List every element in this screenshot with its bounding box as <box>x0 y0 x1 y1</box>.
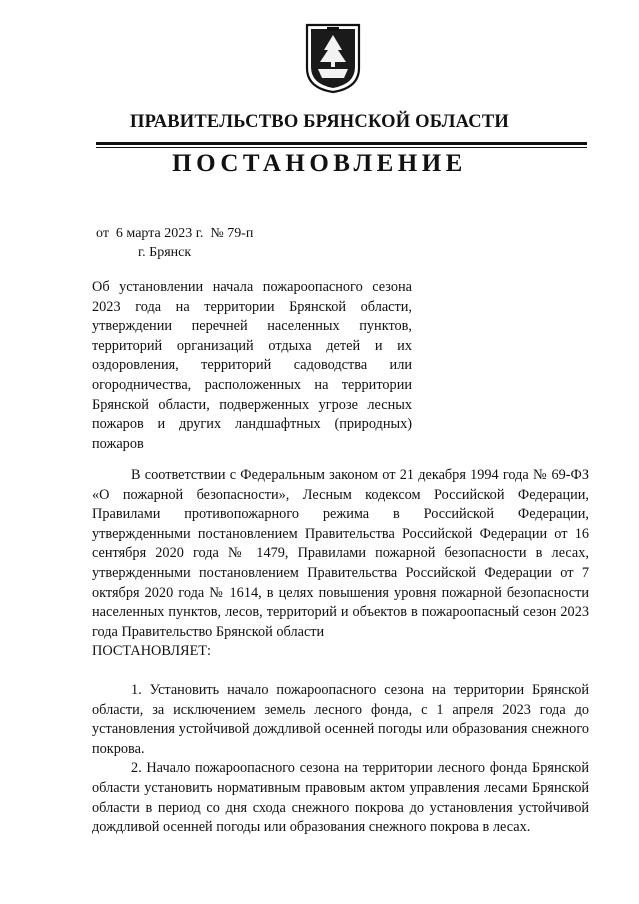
document-type-title: ПОСТАНОВЛЕНИЕ <box>172 150 467 177</box>
document-subject: Об установлении начала пожароопасного сезона 2023 года на территории Брянской области, утверждении перечней населенных пунктов, территорий организаций отдыха детей и их оздоровления, территорий садоводства или огородничества, расположенных на территории Брянской области, подверженных угрозе лесных пожаров и других ландшафтных (природных) пожаров <box>92 279 412 452</box>
coat-of-arms-emblem <box>304 22 362 94</box>
header-rule-thin <box>96 147 587 148</box>
preamble-paragraph: В соответствии с Федеральным законом от 21 декабря 1994 года № 69-ФЗ «О пожарной безопасности», Лесным кодексом Российской Федерации, Правилами противопожарного режима в Российской Федерации, утвержденными постановлением Правительства Российской Федерации от 16 сентября 2020 года № 1479, Правилами пожарной безопасности в лесах, утвержденными постановлением Правительства Российской Федерации от 7 октября 2020 года № 1614, в целях повышения уровня пожарной безопасности населенных пунктов, лесов, территорий и объектов в пожароопасный сезон 2023 года Правительство Брянской области <box>92 467 589 640</box>
date-number-line: от 6 марта 2023 г. № 79-п <box>96 226 254 241</box>
decree-word: ПОСТАНОВЛЯЕТ: <box>92 643 212 660</box>
header-rule-thick <box>96 142 587 145</box>
coat-of-arms-icon <box>304 22 362 94</box>
item-paragraph-2: 2. Начало пожароопасного сезона на территории лесного фонда Брянской области установить нормативным правовым актом управления лесами Брянской области в период со дня схода снежного покрова до установления устойчивой дождливой осенней погоды или образования снежного покрова в лесах. <box>92 760 589 836</box>
document-meta <box>96 224 253 262</box>
item-paragraph-1: 1. Установить начало пожароопасного сезона на территории Брянской области, за исключением земель лесного фонда, с 1 апреля 2023 года до установления устойчивой дождливой осенней погоды или образования снежного покрова. <box>92 681 589 757</box>
city-line: г. Брянск <box>138 245 192 260</box>
government-name: ПРАВИТЕЛЬСТВО БРЯНСКОЙ ОБЛАСТИ <box>129 112 509 132</box>
document-body <box>92 466 589 838</box>
